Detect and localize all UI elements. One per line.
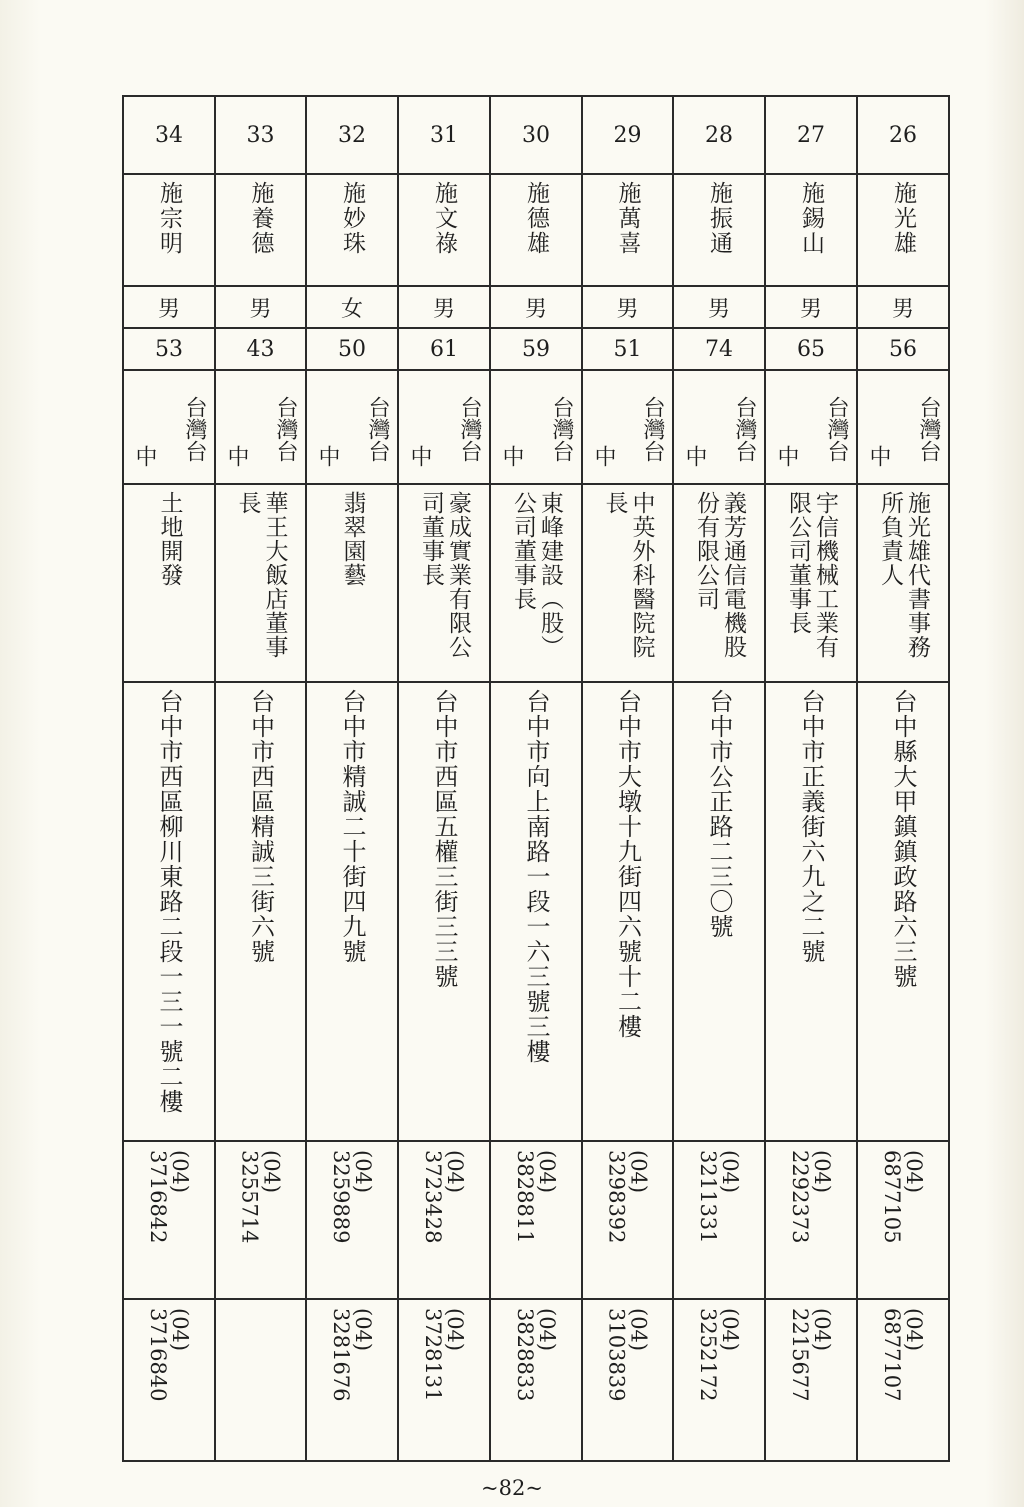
origin-text xyxy=(674,371,764,483)
phone-1-text: (04) 3723428 xyxy=(421,1150,467,1244)
phone-1-text: (04) 3255714 xyxy=(237,1150,284,1244)
origin-right-text: 台灣台 xyxy=(824,396,849,462)
phone-1-text: (04) 3828811 xyxy=(513,1150,559,1244)
sex-cell: 男 xyxy=(490,286,582,328)
address-text: 台中市精誠二十街四九號 xyxy=(338,689,366,964)
name-text: 施養德 xyxy=(247,181,274,256)
origin-right-text: 台灣台 xyxy=(182,396,207,462)
address-text: 台中市正義街六九之二號 xyxy=(797,689,825,964)
address-cell xyxy=(673,682,765,1141)
origin-text xyxy=(858,371,948,483)
occupation-text: 東峰建設（股）公司董事長 xyxy=(510,491,563,659)
phone-1-text: (04) 6877105 xyxy=(880,1150,926,1244)
origin-left-text: 中 xyxy=(315,445,340,467)
origin-cell xyxy=(215,370,306,484)
origin-cell xyxy=(857,370,949,484)
phone-2-cell xyxy=(582,1299,673,1461)
sex-cell: 男 xyxy=(673,286,765,328)
name-text: 施文祿 xyxy=(431,181,457,256)
origin-left-text: 中 xyxy=(866,445,891,467)
number-cell: 32 xyxy=(306,96,398,174)
phone-2-text: (04) 3716840 xyxy=(146,1308,192,1402)
address-cell xyxy=(857,682,949,1141)
phone-2-text: (04) 2215677 xyxy=(788,1308,834,1402)
name-cell xyxy=(306,174,398,286)
phone-2-cell xyxy=(765,1299,857,1461)
origin-right-text: 台灣台 xyxy=(273,396,298,462)
name-text: 施德雄 xyxy=(523,181,549,256)
origin-right-text: 台灣台 xyxy=(457,396,482,462)
member-table xyxy=(122,95,950,1462)
phone-2-text: (04) 3728131 xyxy=(421,1308,467,1402)
phone-2-cell xyxy=(123,1299,215,1461)
age-cell: 59 xyxy=(490,328,582,370)
phone-1-cell xyxy=(398,1141,490,1299)
age-cell: 50 xyxy=(306,328,398,370)
age-cell: 43 xyxy=(215,328,306,370)
sex-cell: 男 xyxy=(582,286,673,328)
address-cell xyxy=(490,682,582,1141)
address-text: 台中市向上南路一段一六三號三樓 xyxy=(522,689,550,1064)
origin-cell xyxy=(673,370,765,484)
phone-2-cell xyxy=(398,1299,490,1461)
origin-right-text: 台灣台 xyxy=(365,396,390,462)
age-cell: 74 xyxy=(673,328,765,370)
phone-2-text: (04) 3281676 xyxy=(329,1308,375,1402)
phone-1-text: (04) 3211331 xyxy=(696,1150,742,1244)
row-address xyxy=(123,682,949,1141)
origin-cell xyxy=(765,370,857,484)
origin-text xyxy=(583,371,672,483)
phone-1-text: (04) 3716842 xyxy=(146,1150,192,1244)
address-cell xyxy=(582,682,673,1141)
phone-1-text: (04) 3259889 xyxy=(329,1150,375,1244)
origin-right-text: 台灣台 xyxy=(549,396,574,462)
title-cell xyxy=(215,484,306,682)
address-text: 台中市大墩十九街四六號十二樓 xyxy=(613,689,642,1039)
row-title xyxy=(123,484,949,682)
address-text: 台中市西區精誠三街六號 xyxy=(246,689,275,964)
origin-cell xyxy=(582,370,673,484)
name-cell xyxy=(857,174,949,286)
origin-left-text: 中 xyxy=(499,445,524,467)
name-text: 施振通 xyxy=(706,181,732,256)
origin-text xyxy=(216,371,305,483)
phone-2-cell xyxy=(490,1299,582,1461)
age-cell: 53 xyxy=(123,328,215,370)
address-cell xyxy=(306,682,398,1141)
title-cell xyxy=(123,484,215,682)
number-cell: 26 xyxy=(857,96,949,174)
origin-text xyxy=(124,371,214,483)
phone-2-text: (04) 3252172 xyxy=(696,1308,742,1402)
origin-left-text: 中 xyxy=(774,445,799,467)
phone-1-cell xyxy=(673,1141,765,1299)
phone-1-cell xyxy=(765,1141,857,1299)
phone-2-text: (04) 3103839 xyxy=(604,1308,651,1402)
phone-2-cell xyxy=(673,1299,765,1461)
address-text: 台中市西區五權三街三三號 xyxy=(430,689,458,989)
name-text: 施妙珠 xyxy=(339,181,365,256)
origin-text xyxy=(766,371,856,483)
number-cell: 30 xyxy=(490,96,582,174)
row-number xyxy=(123,96,949,174)
origin-cell xyxy=(398,370,490,484)
address-text: 台中縣大甲鎮鎮政路六三號 xyxy=(889,689,917,989)
name-cell xyxy=(490,174,582,286)
origin-text xyxy=(307,371,397,483)
phone-1-cell xyxy=(123,1141,215,1299)
occupation-text: 翡翠園藝 xyxy=(339,491,366,587)
number-cell: 28 xyxy=(673,96,765,174)
phone-2-text: (04) 3828833 xyxy=(513,1308,559,1402)
title-cell xyxy=(490,484,582,682)
name-text: 施錫山 xyxy=(798,181,824,256)
phone-2-cell xyxy=(306,1299,398,1461)
age-cell: 61 xyxy=(398,328,490,370)
address-text: 台中市公正路二三〇號 xyxy=(705,689,733,939)
number-cell: 29 xyxy=(582,96,673,174)
title-cell xyxy=(857,484,949,682)
row-phone-2 xyxy=(123,1299,949,1461)
origin-left-text: 中 xyxy=(132,445,157,467)
name-cell xyxy=(215,174,306,286)
occupation-text: 豪成實業有限公司董事長 xyxy=(418,491,471,659)
row-phone-1 xyxy=(123,1141,949,1299)
phone-1-text: (04) 3298392 xyxy=(604,1150,651,1244)
row-age xyxy=(123,328,949,370)
title-cell xyxy=(765,484,857,682)
occupation-text: 施光雄代書事務所負責人 xyxy=(877,491,930,659)
number-cell: 34 xyxy=(123,96,215,174)
origin-cell xyxy=(490,370,582,484)
sex-cell: 男 xyxy=(215,286,306,328)
address-cell xyxy=(765,682,857,1141)
name-text: 施萬喜 xyxy=(614,181,641,256)
age-cell: 51 xyxy=(582,328,673,370)
occupation-text: 華王大飯店董事長 xyxy=(234,491,288,659)
sex-cell: 男 xyxy=(123,286,215,328)
name-cell xyxy=(765,174,857,286)
title-cell xyxy=(306,484,398,682)
member-table-body xyxy=(123,96,949,1461)
row-sex xyxy=(123,286,949,328)
name-cell xyxy=(123,174,215,286)
sex-cell: 女 xyxy=(306,286,398,328)
phone-1-cell xyxy=(857,1141,949,1299)
title-cell xyxy=(398,484,490,682)
address-cell xyxy=(398,682,490,1141)
phone-2-cell xyxy=(215,1299,306,1461)
address-cell xyxy=(123,682,215,1141)
address-text: 台中市西區柳川東路二段一三一號二樓 xyxy=(155,689,183,1114)
origin-cell xyxy=(123,370,215,484)
occupation-text: 土地開發 xyxy=(156,491,183,587)
sex-cell: 男 xyxy=(765,286,857,328)
occupation-text: 宇信機械工業有限公司董事長 xyxy=(785,491,838,659)
phone-1-cell xyxy=(306,1141,398,1299)
origin-cell xyxy=(306,370,398,484)
origin-text xyxy=(399,371,489,483)
origin-right-text: 台灣台 xyxy=(640,396,665,462)
number-cell: 33 xyxy=(215,96,306,174)
name-text: 施宗明 xyxy=(156,181,182,256)
sex-cell: 男 xyxy=(857,286,949,328)
address-cell xyxy=(215,682,306,1141)
origin-text xyxy=(491,371,581,483)
phone-2-text: (04) 6877107 xyxy=(880,1308,926,1402)
phone-2-cell xyxy=(857,1299,949,1461)
phone-1-cell xyxy=(582,1141,673,1299)
name-cell xyxy=(398,174,490,286)
origin-right-text: 台灣台 xyxy=(732,396,757,462)
origin-left-text: 中 xyxy=(224,445,249,467)
occupation-text: 義芳通信電機股份有限公司 xyxy=(693,491,746,659)
occupation-text: 中英外科醫院院長 xyxy=(601,491,655,659)
title-cell xyxy=(673,484,765,682)
row-name xyxy=(123,174,949,286)
name-cell xyxy=(582,174,673,286)
title-cell xyxy=(582,484,673,682)
row-origin xyxy=(123,370,949,484)
age-cell: 65 xyxy=(765,328,857,370)
phone-1-cell xyxy=(215,1141,306,1299)
number-cell: 27 xyxy=(765,96,857,174)
phone-1-text: (04) 2292373 xyxy=(788,1150,834,1244)
name-text: 施光雄 xyxy=(890,181,916,256)
page-number: ~82~ xyxy=(481,1476,543,1500)
origin-left-text: 中 xyxy=(682,445,707,467)
phone-1-cell xyxy=(490,1141,582,1299)
number-cell: 31 xyxy=(398,96,490,174)
origin-right-text: 台灣台 xyxy=(916,396,941,462)
origin-left-text: 中 xyxy=(591,445,616,467)
name-cell xyxy=(673,174,765,286)
sex-cell: 男 xyxy=(398,286,490,328)
age-cell: 56 xyxy=(857,328,949,370)
origin-left-text: 中 xyxy=(407,445,432,467)
